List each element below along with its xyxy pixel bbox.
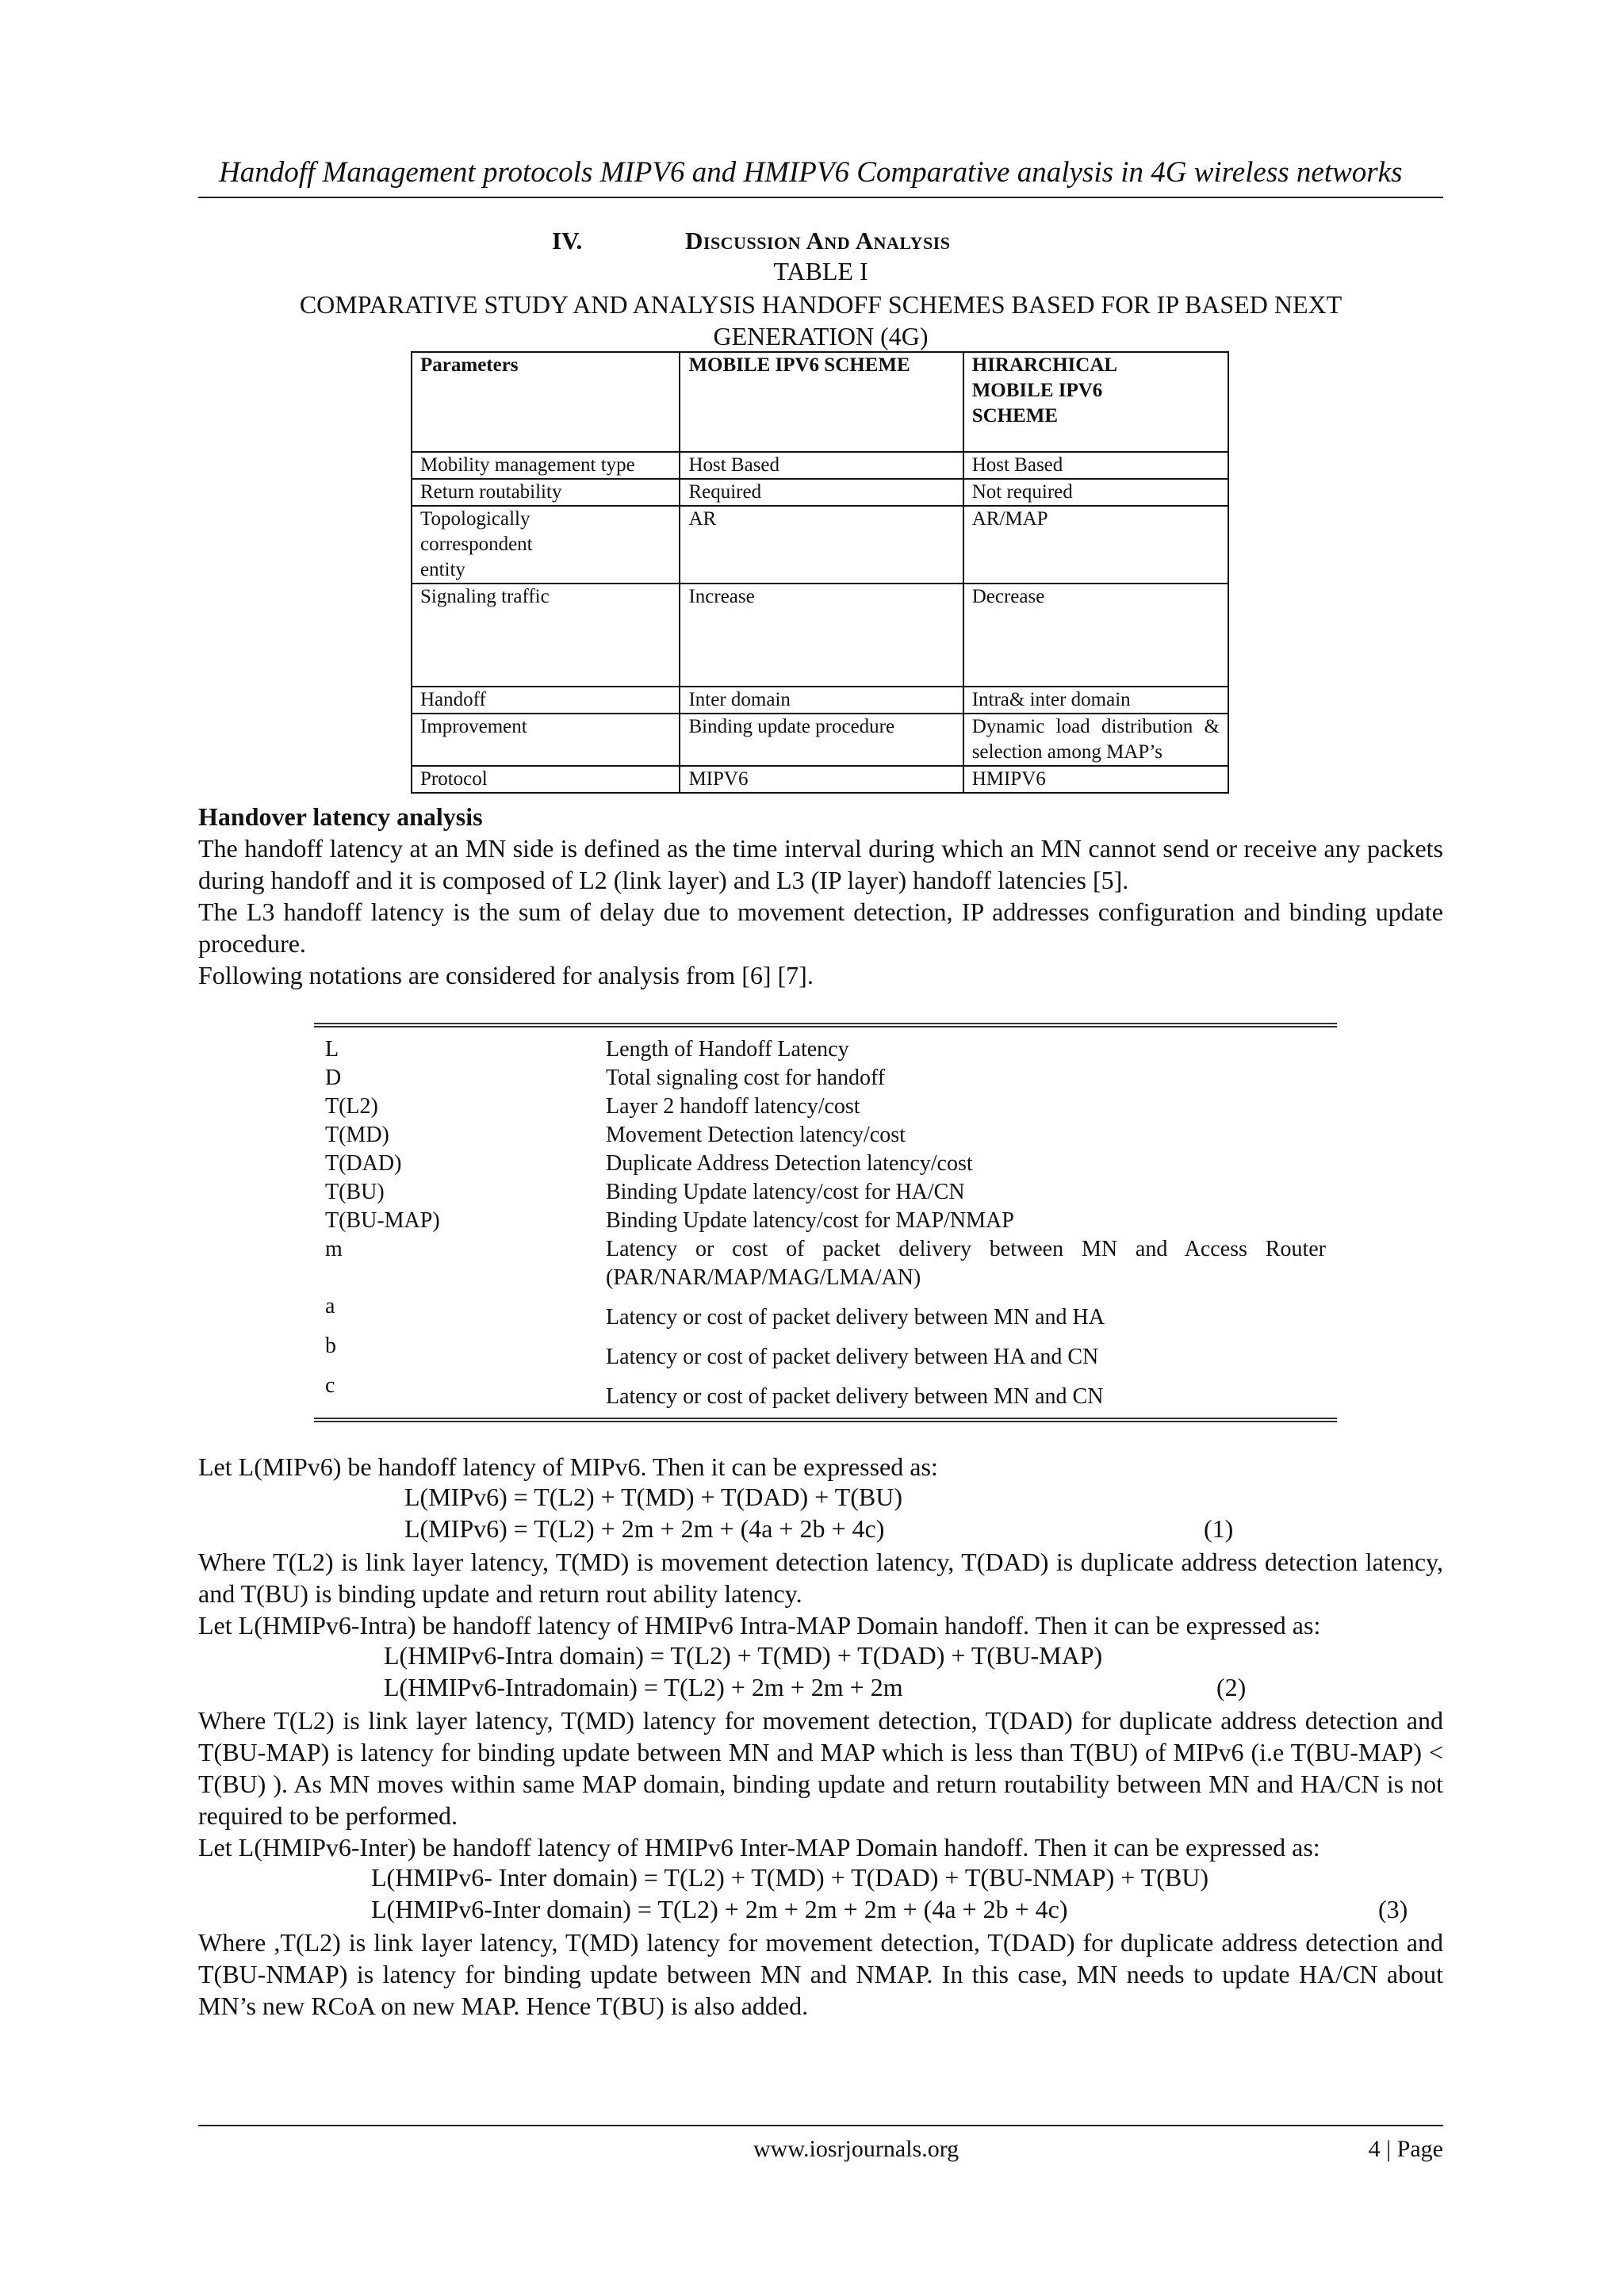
table-cell: Inter domain — [680, 687, 963, 714]
notation-row — [314, 1207, 1337, 1235]
notation-symbol: D — [325, 1066, 342, 1090]
table-cell: Handoff — [412, 687, 680, 714]
table-cell: HMIPV6 — [963, 766, 1228, 793]
table-row — [412, 506, 1228, 584]
notation-symbol: T(L2) — [325, 1094, 378, 1119]
equation-2-number: (2) — [1216, 1673, 1247, 1701]
notation-description: Latency or cost of packet delivery between MN and Access Router (PAR/NAR/MAP/MAG/LMA/AN) — [606, 1237, 1326, 1290]
table-cell: Required — [680, 479, 963, 506]
notation-description: Layer 2 handoff latency/cost — [606, 1094, 860, 1119]
notation-row — [314, 1292, 1337, 1332]
notation-description: Latency or cost of packet delivery between MN and HA — [606, 1305, 1105, 1330]
notation-symbol: T(DAD) — [325, 1151, 402, 1176]
mipv6-intro: Let L(MIPv6) be handoff latency of MIPv6. Then it can be expressed as: — [198, 1452, 938, 1481]
equation-3b: L(HMIPv6-Inter domain) = T(L2) + 2m + 2m + 2m + (4a + 2b + 4c) — [371, 1895, 1068, 1923]
handover-paragraph-1: The handoff latency at an MN side is defined as the time interval during which an MN cannot send or receive any packets during handoff and it is composed of L2 (link layer) and L3 (IP layer) handoff latencies [5]. — [198, 834, 1443, 894]
equation-3a: L(HMIPv6- Inter domain) = T(L2) + T(MD) + T(DAD) + T(BU-NMAP) + T(BU) — [371, 1863, 1209, 1892]
table-row — [412, 584, 1228, 687]
table-cell: Intra& inter domain — [963, 687, 1228, 714]
inter-where: Where ,T(L2) is link layer latency, T(MD) latency for movement detection, T(DAD) for duplicate address detection and T(BU-NMAP) is latency for binding update between MN and NMAP. In this case, MN needs to update HA/CN about MN’s new RCoA on new MAP. Hence T(BU) is also added. — [198, 1928, 1443, 2020]
equation-1-number: (1) — [1204, 1514, 1234, 1543]
notation-description: Movement Detection latency/cost — [606, 1123, 906, 1147]
handover-paragraph-2: The L3 handoff latency is the sum of delay due to movement detection, IP addresses configuration and binding update procedure. — [198, 897, 1443, 958]
equation-2a: L(HMIPv6-Intra domain) = T(L2) + T(MD) + T(DAD) + T(BU-MAP) — [384, 1641, 1103, 1670]
notation-description: Total signaling cost for handoff — [606, 1066, 886, 1090]
table-cell: Topologically correspondent entity — [412, 506, 680, 584]
mipv6-where: Where T(L2) is link layer latency, T(MD) is movement detection latency, T(DAD) is duplicate address detection latency, and T(BU) is binding update and return rout ability latency. — [198, 1548, 1443, 1608]
notation-symbol: m — [325, 1237, 343, 1261]
table-row — [412, 766, 1228, 793]
notation-description: Latency or cost of packet delivery between HA and CN — [606, 1345, 1099, 1369]
equation-1a: L(MIPv6) = T(L2) + T(MD) + T(DAD) + T(BU) — [404, 1483, 902, 1511]
notation-row — [314, 1035, 1337, 1064]
table-cell: Return routability — [412, 479, 680, 506]
page-number: 4 | Page — [1368, 2136, 1443, 2162]
notation-description: Length of Handoff Latency — [606, 1037, 849, 1062]
table-cell: AR/MAP — [963, 506, 1228, 584]
footer-rule — [198, 2125, 1443, 2126]
running-header: Handoff Management protocols MIPV6 and HMIPV6 Comparative analysis in 4G wireless networks — [219, 156, 1403, 189]
table-cell: Protocol — [412, 766, 680, 793]
table-cell: Mobility management type — [412, 452, 680, 479]
notation-symbol: c — [325, 1373, 335, 1398]
handover-heading: Handover latency analysis — [198, 802, 483, 831]
comparison-table — [411, 351, 1229, 794]
table-header-cell: Parameters — [412, 352, 680, 452]
header-rule — [198, 197, 1443, 198]
table-caption — [198, 289, 1443, 352]
notation-table — [314, 1023, 1337, 1422]
table-cell: MIPV6 — [680, 766, 963, 793]
table-cell: Not required — [963, 479, 1228, 506]
notation-symbol: L — [325, 1037, 339, 1062]
notation-row — [314, 1121, 1337, 1150]
notation-row — [314, 1093, 1337, 1121]
notation-row — [314, 1178, 1337, 1207]
paper-page — [198, 0, 1443, 2296]
table-cell: Dynamic load distribution & selection among MAP’s — [963, 714, 1228, 766]
section-title: Discussion And Analysis — [685, 227, 951, 254]
notation-description: Duplicate Address Detection latency/cost — [606, 1151, 973, 1176]
table-row — [412, 687, 1228, 714]
table-cell: Binding update procedure — [680, 714, 963, 766]
notation-description: Binding Update latency/cost for HA/CN — [606, 1180, 965, 1204]
notation-row — [314, 1064, 1337, 1093]
notation-symbol: T(BU) — [325, 1180, 385, 1204]
table-cell: Improvement — [412, 714, 680, 766]
table-header-cell: HIRARCHICAL MOBILE IPV6 SCHEME — [963, 352, 1228, 452]
notation-description: Latency or cost of packet delivery between MN and CN — [606, 1384, 1104, 1409]
table-cell: Host Based — [963, 452, 1228, 479]
notation-description: Binding Update latency/cost for MAP/NMAP — [606, 1208, 1014, 1233]
intra-intro: Let L(HMIPv6-Intra) be handoff latency of HMIPv6 Intra-MAP Domain handoff. Then it can be expressed as: — [198, 1611, 1321, 1640]
inter-intro: Let L(HMIPv6-Inter) be handoff latency of HMIPv6 Inter-MAP Domain handoff. Then it can be expressed as: — [198, 1833, 1320, 1862]
table-cell: Host Based — [680, 452, 963, 479]
notation-row — [314, 1332, 1337, 1372]
table-cell: Signaling traffic — [412, 584, 680, 687]
equation-1b: L(MIPv6) = T(L2) + 2m + 2m + (4a + 2b + 4c) — [404, 1514, 885, 1543]
table-row — [412, 452, 1228, 479]
table-header-row — [412, 352, 1228, 452]
table-caption-line-1: COMPARATIVE STUDY AND ANALYSIS HANDOFF SCHEMES BASED FOR IP BASED NEXT — [299, 290, 1342, 319]
equation-2b: L(HMIPv6-Intradomain) = T(L2) + 2m + 2m + 2m — [384, 1673, 903, 1701]
equation-3-number: (3) — [1378, 1895, 1408, 1923]
notation-row — [314, 1372, 1337, 1411]
table-header-cell: MOBILE IPV6 SCHEME — [680, 352, 963, 452]
section-number: IV. — [552, 227, 583, 254]
notation-rule-bottom — [314, 1418, 1337, 1422]
table-cell: Increase — [680, 584, 963, 687]
section-heading — [552, 227, 950, 255]
notation-symbol: a — [325, 1294, 335, 1318]
notation-rule-top — [314, 1023, 1337, 1027]
notation-symbol: b — [325, 1334, 336, 1358]
table-row — [412, 479, 1228, 506]
table-label: TABLE I — [773, 257, 868, 285]
footer-site-link[interactable]: www.iosrjournals.org — [753, 2136, 959, 2162]
notation-row — [314, 1150, 1337, 1178]
table-cell: Decrease — [963, 584, 1228, 687]
notation-symbol: T(MD) — [325, 1123, 389, 1147]
intra-where: Where T(L2) is link layer latency, T(MD) latency for movement detection, T(DAD) for duplicate address detection and T(BU-MAP) is latency for binding update between MN and MAP which is less than T(BU) of MIPv6 (i.e T(BU-MAP) < T(BU) ). As MN moves within same MAP domain, binding update and return routability between MN and HA/CN is not required to be performed. — [198, 1706, 1443, 1830]
handover-paragraph-3: Following notations are considered for analysis from [6] [7]. — [198, 961, 814, 989]
table-cell: AR — [680, 506, 963, 584]
table-caption-line-2: GENERATION (4G) — [713, 322, 929, 350]
notation-row — [314, 1235, 1337, 1292]
notation-symbol: T(BU-MAP) — [325, 1208, 440, 1233]
table-row — [412, 714, 1228, 766]
